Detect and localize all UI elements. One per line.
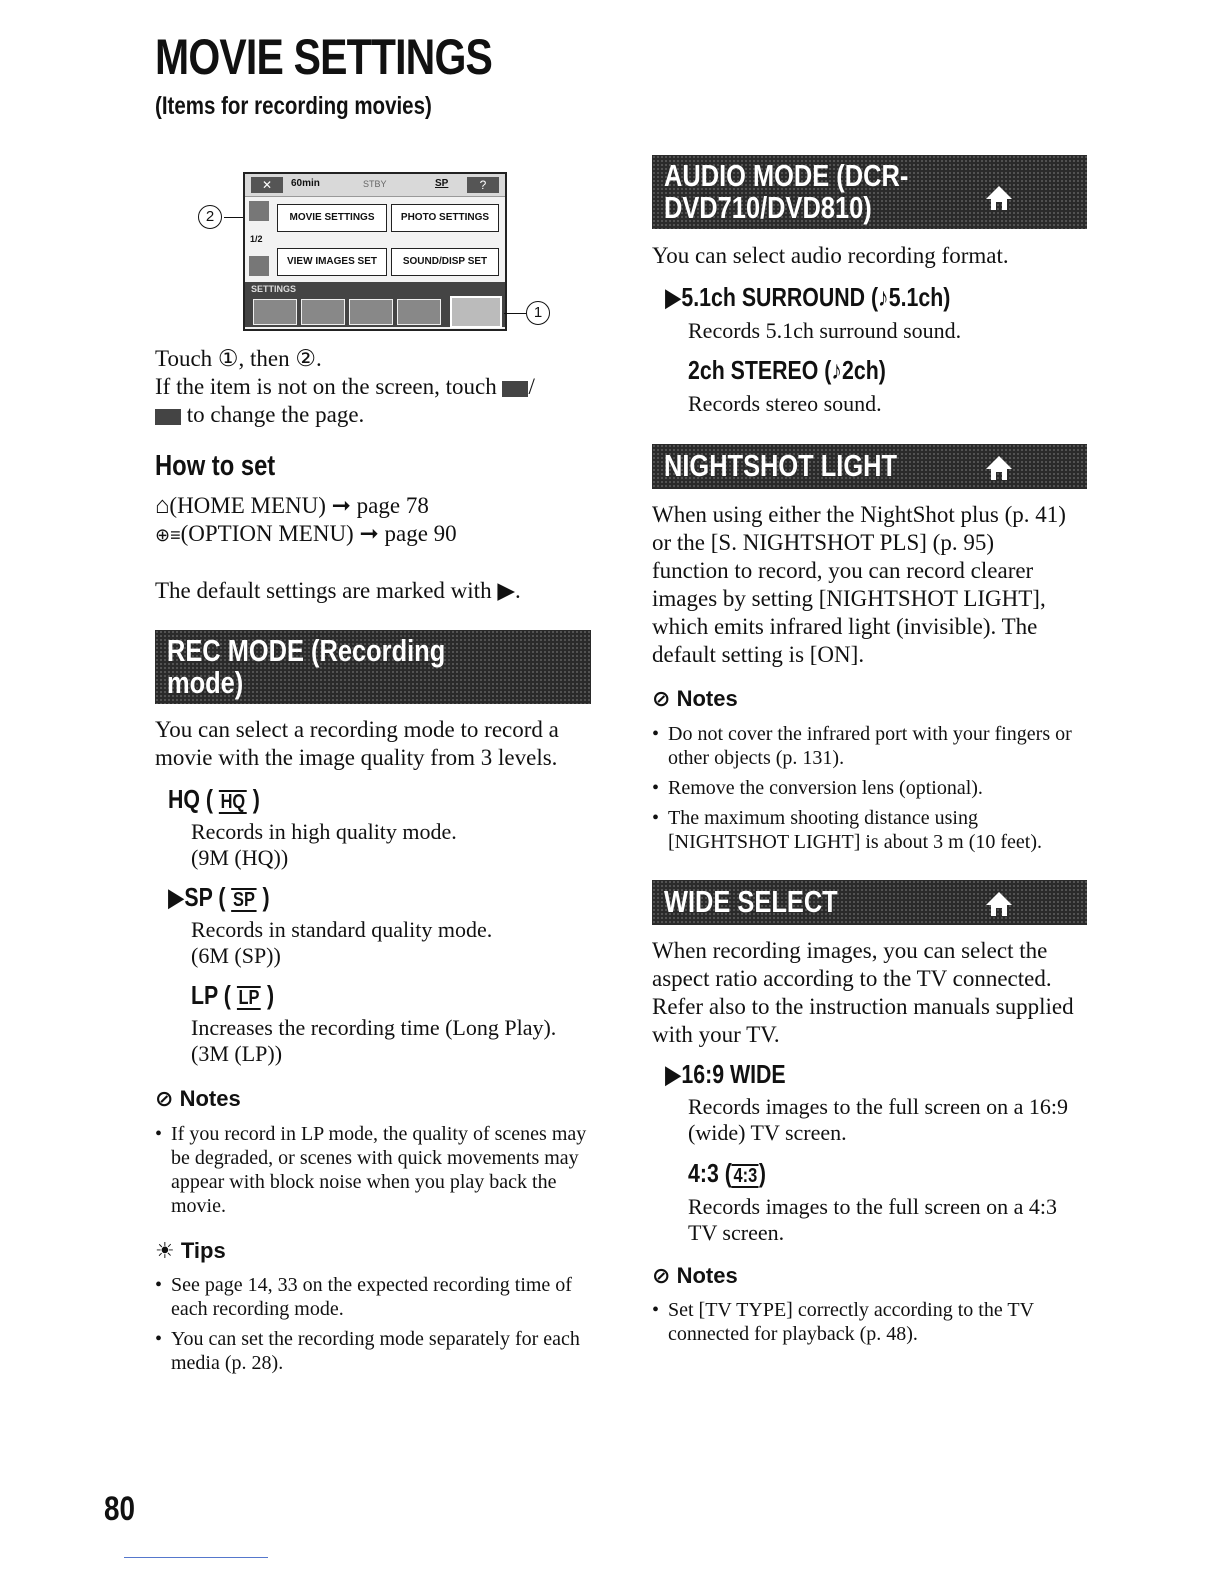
option-menu-text: (OPTION MENU) ➞ page 90 — [180, 521, 457, 546]
tab-other[interactable] — [349, 299, 393, 325]
tip-item: • See page 14, 33 on the expected recording time of each recording mode. — [155, 1273, 595, 1321]
audio-item-surround-desc: Records 5.1ch surround sound. — [688, 318, 962, 343]
rec-item-lp-desc: Increases the recording time (Long Play). — [191, 1015, 557, 1040]
standby-status: STBY — [363, 179, 387, 189]
rec-item-sp-desc: Records in standard quality mode. — [191, 917, 493, 942]
rec-mode-section-bar — [155, 630, 591, 704]
audio-mode-section-bar — [652, 155, 1087, 229]
wide-select-section-bar — [652, 880, 1087, 925]
page-up-icon — [502, 381, 528, 397]
photo-settings-button[interactable]: PHOTO SETTINGS — [391, 204, 499, 232]
page-indicator: 1/2 — [250, 234, 263, 244]
wide-item-43-label: 4:3 (4:3) — [688, 1158, 766, 1188]
home-icon: ⌂ — [155, 493, 170, 519]
how-to-set-heading: How to set — [155, 450, 276, 482]
footer-rule — [124, 1557, 268, 1558]
intro-line-3-text: to change the page. — [186, 402, 365, 427]
callout-2: 2 — [198, 205, 222, 229]
close-button[interactable]: ✕ — [251, 177, 283, 193]
intro-slash: / — [528, 374, 535, 399]
wide-note-item: • Set [TV TYPE] correctly according to the TV connected for playback (p. 48). — [652, 1298, 1088, 1346]
page-up-button[interactable] — [249, 201, 269, 221]
rec-item-lp-label: LP ( LP ) — [191, 980, 275, 1010]
nightshot-section-bar — [652, 444, 1087, 489]
audio-mode-desc: You can select audio recording format. — [652, 243, 1009, 268]
page-subtitle: (Items for recording movies) — [155, 92, 432, 120]
rec-item-sp-label: ▶SP ( SP ) — [168, 882, 270, 912]
audio-item-stereo-desc: Records stereo sound. — [688, 391, 882, 416]
help-button[interactable]: ? — [467, 177, 499, 193]
rec-mode-bar-line1: REC MODE (Recording — [167, 633, 446, 668]
tips-lightbulb-icon: ☀ — [155, 1238, 175, 1263]
default-marker: ▶ — [168, 882, 185, 912]
rec-item-hq-bitrate: (9M (HQ)) — [191, 845, 289, 870]
wide-item-169-desc: Records images to the full screen on a 16:9 (wide) TV screen. — [688, 1094, 1069, 1145]
default-note: The default settings are marked with ▶. — [155, 578, 521, 603]
nightshot-note-item: • The maximum shooting distance using [NIGHTSHOT LIGHT] is about 3 m (10 feet). — [652, 806, 1088, 854]
page-title: MOVIE SETTINGS — [155, 29, 493, 85]
home-menu-line — [155, 492, 595, 520]
intro-line-3 — [155, 401, 595, 429]
tip-item: • You can set the recording mode separately for each media (p. 28). — [155, 1327, 595, 1375]
callout-1: 1 — [526, 301, 550, 325]
callout-1-line — [504, 313, 526, 314]
nightshot-desc: When using either the NightShot plus (p. 41) or the [S. NIGHTSHOT PLS] (p. 95) function to record, you can record clearer images by setting [NIGHTSHOT LIGHT], which emits infrared light (invisible). The default setting is [ON]. — [652, 502, 1066, 667]
page-down-button[interactable] — [249, 256, 269, 276]
nightshot-note-item: • Remove the conversion lens (optional). — [652, 776, 1088, 800]
intro-line-1: Touch ①, then ②. — [155, 346, 322, 371]
home-menu-text: (HOME MENU) ➞ page 78 — [169, 493, 429, 518]
mode-badge: SP — [435, 178, 449, 189]
nightshot-note-item: • Do not cover the infrared port with your fingers or other objects (p. 131). — [652, 722, 1088, 770]
rec-mode-desc: You can select a recording mode to record a movie with the image quality from 3 levels. — [155, 717, 559, 770]
settings-label: SETTINGS — [251, 284, 297, 294]
wide-item-43-desc: Records images to the full screen on a 4:3 TV screen. — [688, 1194, 1058, 1245]
intro-line-2 — [155, 373, 595, 401]
sp-badge: SP — [233, 889, 255, 911]
notes-icon: ⊘ — [155, 1086, 174, 1111]
stereo-icon: ♪2ch — [831, 355, 879, 385]
nightshot-notes-heading: ⊘ Notes — [652, 686, 738, 711]
sound-disp-set-button[interactable]: SOUND/DISP SET — [391, 248, 499, 276]
tips-heading: ☀ Tips — [155, 1238, 226, 1263]
audio-bar-line2: DVD710/DVD810) — [664, 190, 872, 225]
lp-badge: LP — [238, 987, 260, 1009]
view-images-set-button[interactable]: VIEW IMAGES SET — [277, 248, 387, 276]
tab-settings[interactable] — [450, 296, 502, 328]
rec-item-hq-label: HQ ( HQ ) — [168, 784, 260, 814]
page-down-icon — [155, 409, 181, 425]
remaining-time: 60min — [291, 178, 320, 189]
page-number: 80 — [104, 1490, 136, 1528]
camera-screen — [243, 172, 507, 331]
tab-media[interactable] — [397, 299, 441, 325]
rec-item-hq-desc: Records in high quality mode. — [191, 819, 457, 844]
option-icon: ⊕≡ — [155, 525, 181, 545]
option-menu-line — [155, 520, 595, 549]
rec-note-item: • If you record in LP mode, the quality of scenes may be degraded, or scenes with quick movements may appear with block noise when you play back the movie. — [155, 1122, 595, 1218]
ratio-43-badge: 4:3 — [733, 1165, 758, 1187]
home-icon — [984, 889, 1014, 919]
rec-mode-bar-line2: mode) — [167, 665, 244, 700]
movie-settings-button[interactable]: MOVIE SETTINGS — [277, 204, 387, 232]
notes-icon: ⊘ — [652, 1263, 671, 1288]
wide-select-desc: When recording images, you can select the aspect ratio according to the TV connected. Refer also to the instruction manuals supplied with your TV. — [652, 938, 1074, 1047]
notes-icon: ⊘ — [652, 686, 671, 711]
audio-bar-line1: AUDIO MODE (DCR- — [664, 158, 909, 193]
surround-icon: ♪5.1ch — [878, 282, 944, 312]
tab-playback[interactable] — [301, 299, 345, 325]
home-icon — [984, 453, 1014, 483]
home-icon — [984, 183, 1014, 213]
audio-item-stereo-label: 2ch STEREO (♪2ch) — [688, 355, 886, 385]
hq-badge: HQ — [220, 791, 246, 813]
rec-item-sp-bitrate: (6M (SP)) — [191, 943, 281, 968]
wide-select-bar-title: WIDE SELECT — [664, 884, 838, 919]
wide-item-169-label: ▶16:9 WIDE — [665, 1059, 786, 1089]
nightshot-bar-title: NIGHTSHOT LIGHT — [664, 448, 898, 483]
rec-item-lp-bitrate: (3M (LP)) — [191, 1041, 283, 1066]
wide-notes-heading: ⊘ Notes — [652, 1263, 738, 1288]
rec-notes-heading: ⊘ Notes — [155, 1086, 241, 1111]
tab-camera[interactable] — [253, 299, 297, 325]
intro-line-2-text: If the item is not on the screen, touch — [155, 374, 497, 399]
audio-item-surround-label: ▶5.1ch SURROUND (♪5.1ch) — [665, 282, 951, 312]
